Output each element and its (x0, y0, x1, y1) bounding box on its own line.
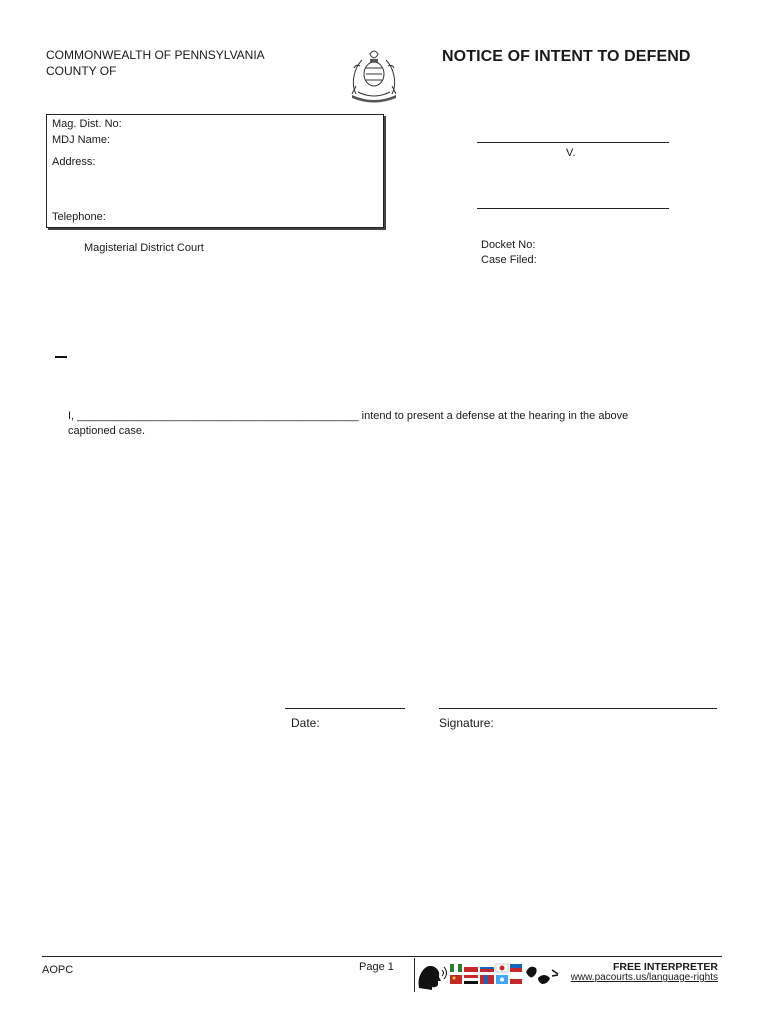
statement-prefix: I, (68, 410, 78, 422)
date-line[interactable] (285, 708, 405, 709)
language-flags-icon (416, 960, 566, 992)
county-label: COUNTY OF (46, 64, 117, 78)
address-label: Address: (52, 156, 96, 168)
plaintiff-line (477, 142, 669, 143)
dash-mark (55, 356, 67, 358)
case-filed-label: Case Filed: (481, 254, 537, 266)
footer-rule (42, 956, 722, 957)
mdj-name-label: MDJ Name: (52, 134, 111, 146)
statement-line-2: captioned case. (68, 425, 146, 437)
signature-label: Signature: (439, 716, 494, 730)
defense-statement (68, 409, 708, 439)
free-interpreter-label: FREE INTERPRETER (612, 961, 718, 973)
mag-dist-no-label: Mag. Dist. No: (52, 118, 122, 130)
commonwealth-label: COMMONWEALTH OF PENNSYLVANIA (46, 48, 265, 62)
footer-divider (414, 958, 415, 992)
magisterial-court-label: Magisterial District Court (84, 242, 204, 254)
defendant-name-blank[interactable]: ______________________________________________ (77, 410, 359, 422)
statement-line-1 (68, 409, 708, 424)
pennsylvania-seal-icon (348, 46, 400, 104)
page-number: Page 1 (359, 961, 394, 973)
court-info-box (46, 114, 384, 228)
telephone-label: Telephone: (52, 211, 106, 223)
aopc-label: AOPC (42, 964, 74, 976)
date-label: Date: (291, 716, 320, 730)
docket-block (481, 238, 537, 268)
docket-no-label: Docket No: (481, 239, 536, 251)
statement-suffix: intend to present a defense at the hearing in the above (358, 410, 629, 422)
header-left (46, 47, 265, 79)
defendant-line (477, 208, 669, 209)
page-title: NOTICE OF INTENT TO DEFEND (442, 48, 691, 65)
language-rights-link[interactable]: www.pacourts.us/language-rights (570, 972, 718, 983)
signature-line[interactable] (439, 708, 717, 709)
versus-label: V. (566, 147, 576, 159)
